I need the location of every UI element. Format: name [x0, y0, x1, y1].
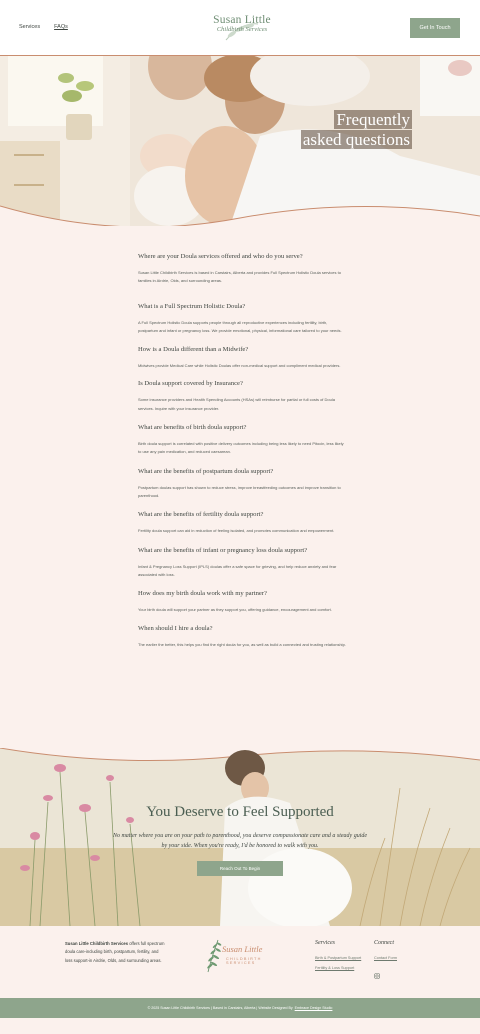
faq-item — [138, 547, 348, 580]
designer-link[interactable]: Embrace Design Studio — [294, 1006, 333, 1010]
site-header — [0, 0, 480, 56]
page-title-line-2: asked questions — [302, 130, 410, 149]
instagram-icon[interactable] — [374, 973, 380, 979]
logo-tagline: Childbirth Services — [216, 26, 268, 33]
faq-answer: Susan Little Childbirth Services is based in Carstairs, Alberta and provides Full Spectrum Holistic Doula services to families in Airdrie, Olds, and surrounding areas. — [138, 270, 341, 284]
footer-services-heading: Services — [315, 940, 335, 946]
faq-question: How is a Doula different than a Midwife? — [138, 346, 249, 354]
page-title-line-1: Frequently — [336, 110, 410, 129]
footer-connect-heading: Connect — [374, 940, 394, 946]
faq-item — [138, 253, 348, 286]
faq-item — [138, 625, 348, 649]
footer-connect — [374, 940, 397, 984]
footer-link-fertility-loss[interactable]: Fertility & Loss Support — [315, 966, 355, 970]
faq-question: Where are your Doula services offered and who do you serve? — [138, 253, 303, 260]
faq-answer: Postpartum doulas support has shown to reduce stress, improve breastfeeding outcomes and improve transition to parenthood. — [138, 484, 341, 498]
faq-answer: A Full Spectrum Holistic Doula supports people through all reproductive experiences including fertility, birth, postpartum and infant or pregnancy loss. We provide emotional, physical, informational care tailored to your needs. — [138, 319, 342, 333]
faq-item — [138, 511, 348, 535]
copyright-text: © 2025 Susan Little Childbirth Services | Based in Carstairs, Alberta | Website Designed By — [147, 1006, 293, 1010]
footer-logo-tagline: CHILDBIRTH SERVICES — [226, 957, 262, 965]
page-bottom — [0, 1018, 480, 1034]
copyright-bar — [0, 998, 480, 1018]
faq-question: What is a Full Spectrum Holistic Doula? — [138, 302, 246, 310]
faq-item — [138, 590, 348, 614]
faq-question: What are benefits of birth doula support? — [138, 424, 247, 432]
site-logo[interactable] — [196, 14, 288, 46]
faq-answer: Midwives provide Medical Care while Holistic Doulas offer non-medical support and compliment medical providers. — [138, 363, 341, 369]
nav-services[interactable]: Services — [19, 24, 41, 30]
faq-answer: Fertility doula support can aid in reduction of feeling isolated, and promotes communication and empowerment. — [138, 528, 335, 534]
faq-question: What are the benefits of postpartum doula support? — [138, 467, 274, 475]
faq-answer: Your birth doula will support your partner as they support you, offering guidance, encouragement and comfort. — [138, 607, 332, 613]
faq-answer: Some insurance providers and Health Spending Accounts (HSAs) will reimburse for partial or full costs of Doula services. Inquire with your insurance provider. — [138, 397, 335, 411]
reach-out-button[interactable]: Reach Out To Begin — [197, 861, 283, 876]
faq-item — [138, 380, 348, 413]
section-text: No matter where you are on your path to parenthood, you deserve compassionate care and a steady guide by your side. When you're ready, I'd be honored to walk with you. — [112, 833, 368, 849]
get-in-touch-button[interactable]: Get In Touch — [410, 18, 460, 38]
faq-question: How does my birth doula work with my partner? — [138, 590, 267, 598]
faq-item — [138, 303, 348, 336]
page-title — [301, 110, 412, 150]
faq-question: What are the benefits of fertility doula support? — [138, 511, 264, 519]
footer-logo[interactable] — [202, 938, 282, 974]
footer-link-contact-form[interactable]: Contact Form — [374, 956, 397, 960]
faq-answer: The earlier the better, this helps you find the right doula for you, as well as build a connected and trusting relationship. — [138, 642, 346, 648]
faq-answer: Infant & Pregnancy Loss Support (IPLS) doulas offer a safe space for grieving, and help reduce anxiety and fear associated with loss. — [138, 563, 337, 577]
faq-item — [138, 424, 348, 457]
fern-icon — [202, 938, 224, 974]
main-nav — [19, 24, 68, 30]
footer-about-text: offers full spectrum doula care-including birth, postpartum, fertility, and loss support-in Airdrie, Olds, and surrounding areas. — [65, 941, 165, 963]
footer-about — [65, 940, 165, 965]
faq-answer: Birth doula support is correlated with positive delivery outcomes including being less likely to need Pitocin, less likely to use any pain medication, and reduced caesarean. — [138, 441, 344, 455]
section-heading: You Deserve to Feel Supported — [146, 804, 334, 820]
faq-item — [138, 468, 348, 501]
faq-item — [138, 346, 348, 370]
footer-services — [315, 940, 361, 976]
hero-banner — [0, 56, 480, 226]
faq-question: When should I hire a doula? — [138, 625, 213, 633]
footer-logo-name: Susan Little — [222, 944, 263, 954]
footer-business-name: Susan Little Childbirth Services — [65, 941, 129, 946]
site-footer — [0, 926, 480, 998]
nav-faqs[interactable]: FAQs — [54, 24, 68, 30]
supported-section — [0, 748, 480, 926]
faq-question: What are the benefits of infant or pregnancy loss doula support? — [138, 546, 308, 554]
faq-question: Is Doula support covered by Insurance? — [138, 380, 243, 388]
faq-list — [138, 253, 348, 650]
logo-name: Susan Little — [213, 14, 271, 26]
footer-link-birth-postpartum[interactable]: Birth & Postpartum Support — [315, 956, 362, 960]
